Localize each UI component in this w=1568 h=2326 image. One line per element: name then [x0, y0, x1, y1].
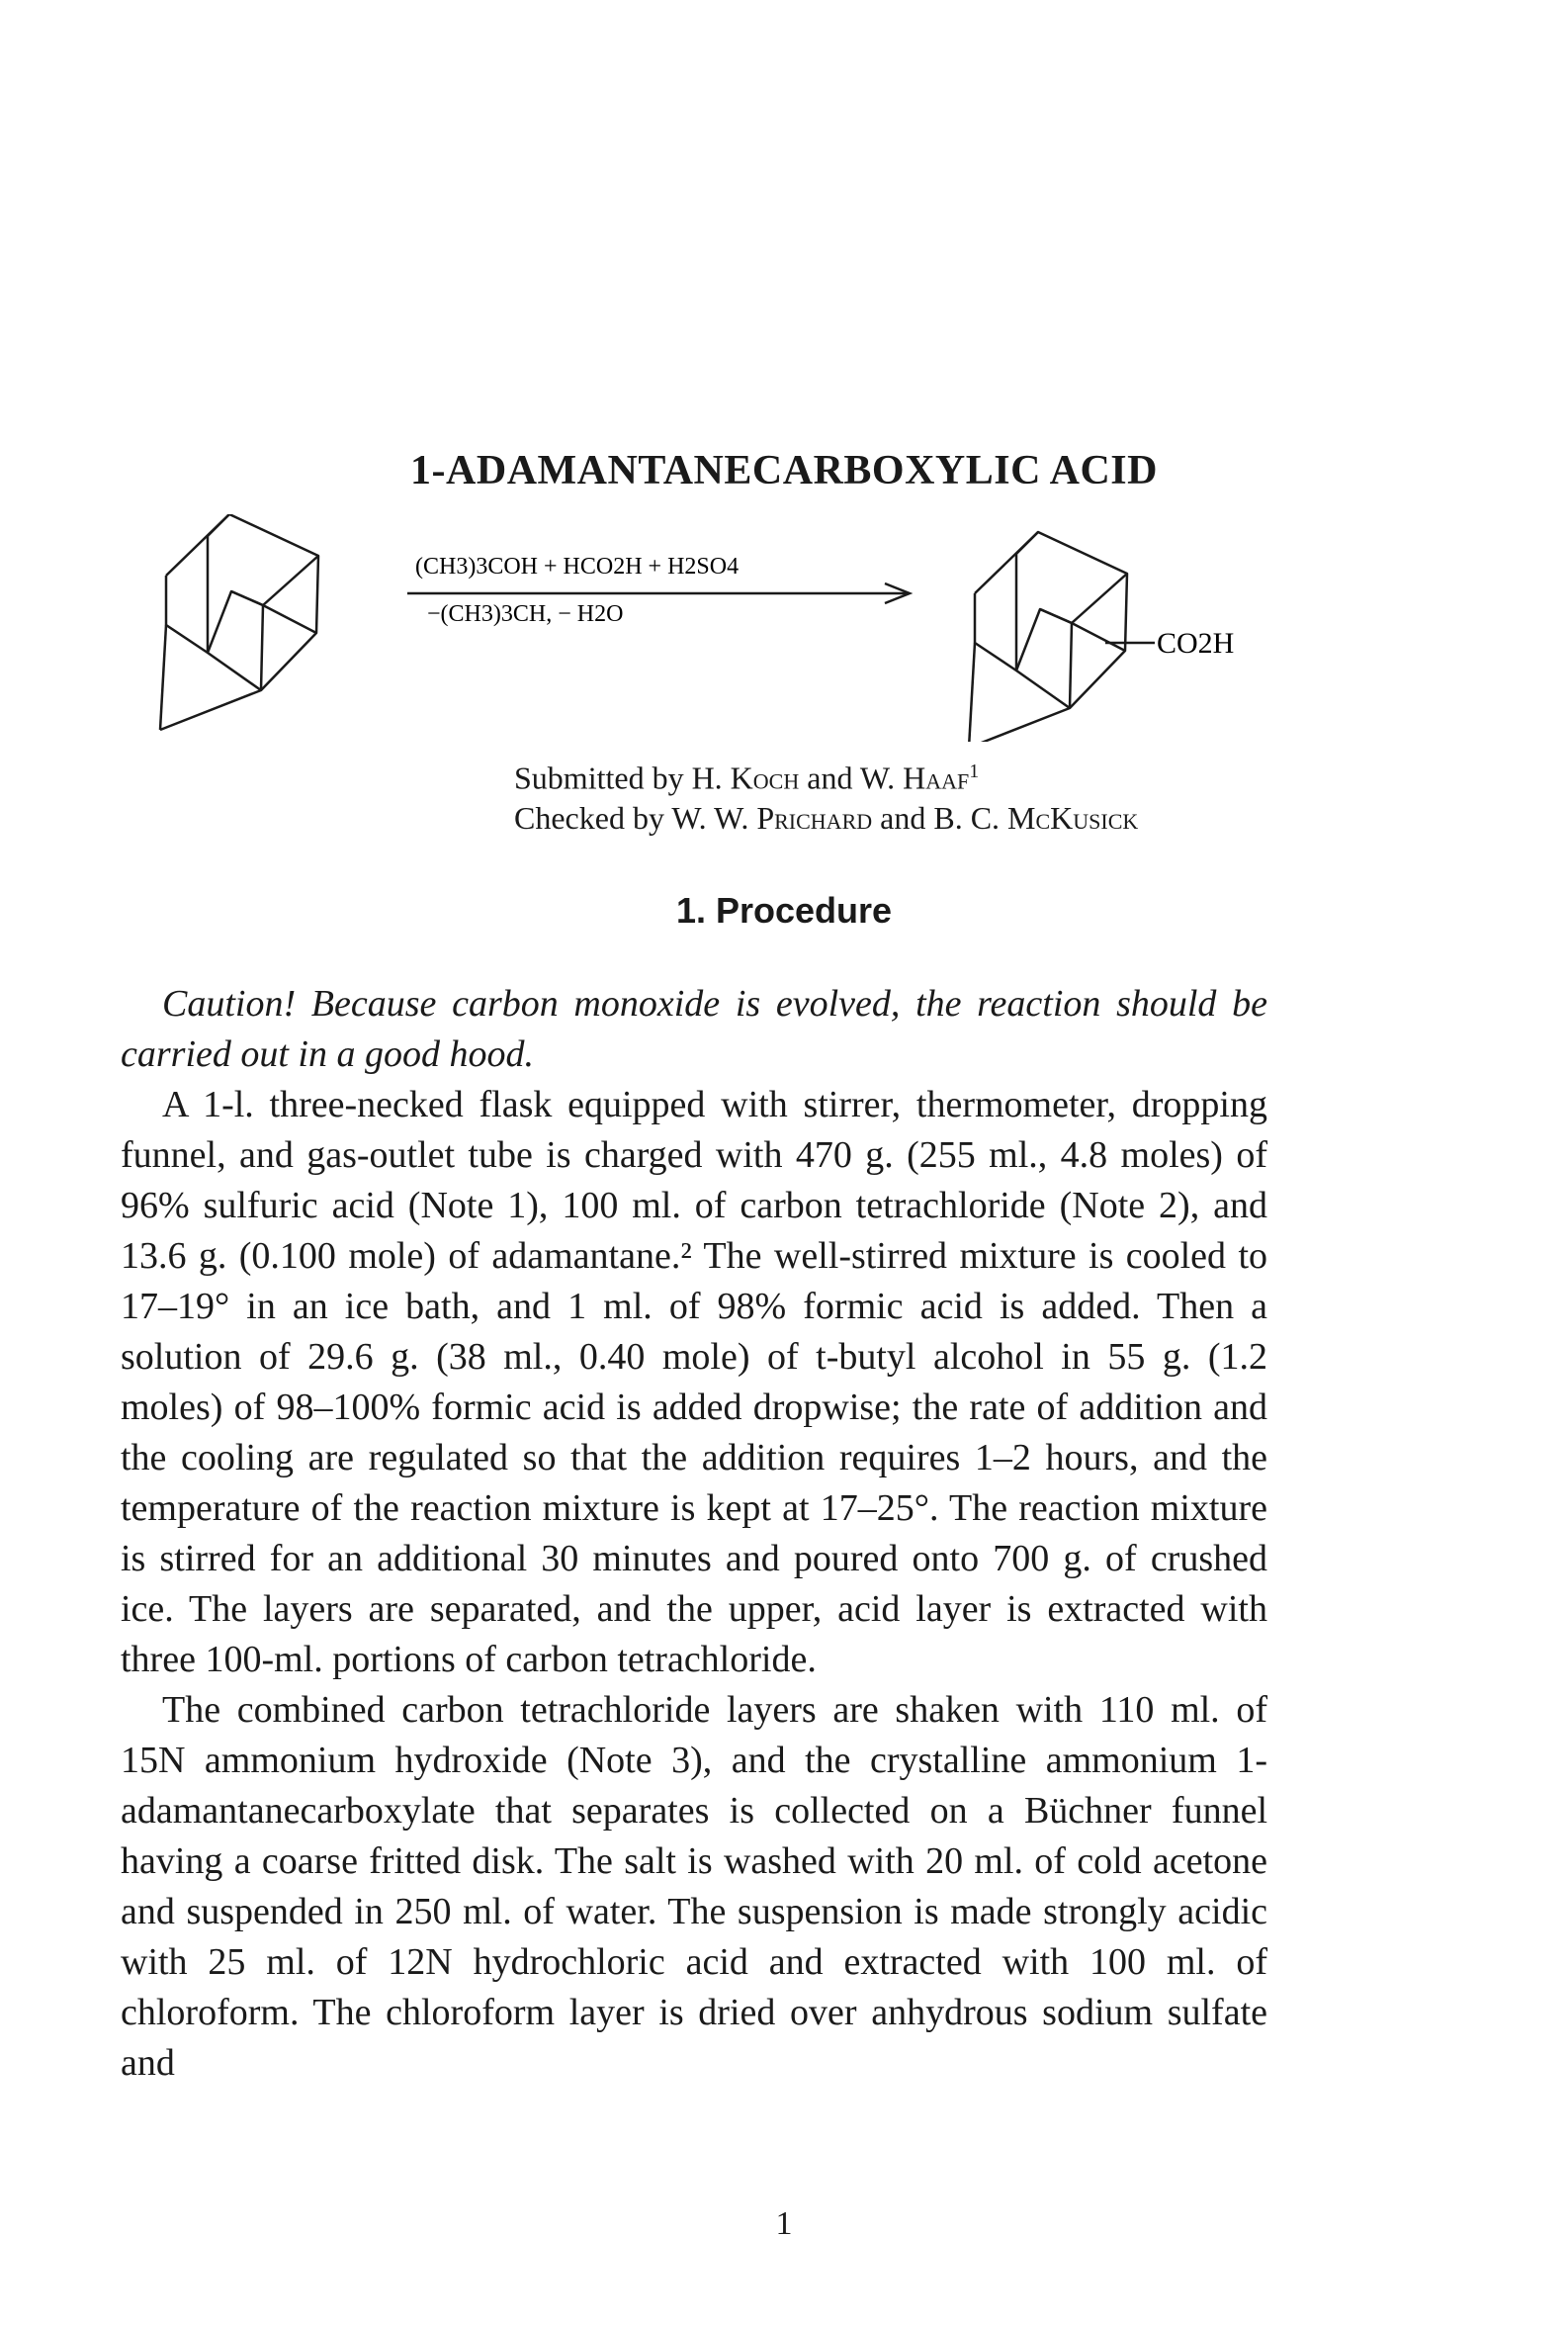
checker-1: Prichard [756, 799, 873, 836]
submitter-1: Koch [730, 760, 800, 796]
procedure-paragraph-1: A 1-l. three-necked flask equipped with stirrer, thermometer, dropping funnel, and gas-outlet tube is charged with 470 g. (255 ml., 4.8 moles) of 96% sulfuric acid (Note 1), 100 ml. of carbon tetrachloride (Note 2), and 13.6 g. (0.100 mole) of adamantane.² The well-stirred mixture is cooled to 17–19° in an ice bath, and 1 ml. of 98% formic acid is added. Then a solution of 29.6 g. (38 ml., 0.40 mole) of t-butyl alcohol in 55 g. (1.2 moles) of 98–100% formic acid is added dropwise; the rate of addition and the cooling are regulated so that the addition requires 1–2 hours, and the temperature of the reaction mixture is kept at 17–25°. The reaction mixture is stirred for an additional 30 minutes and poured onto 700 g. of crushed ice. The layers are separated, and the upper, acid layer is extracted with three 100-ml. portions of carbon tetrachloride. [121, 1084, 1267, 1680]
page-title: 1-ADAMANTANECARBOXYLIC ACID [410, 448, 1158, 493]
checker-2: McKusick [1007, 799, 1139, 836]
checked-prefix: Checked by W. W. [514, 799, 757, 836]
footnote-ref-1: 1 [969, 760, 980, 782]
reaction-scheme-svg [148, 514, 1285, 742]
reaction-scheme [148, 514, 1285, 742]
page-number: 1 [775, 2205, 793, 2242]
adamantanecarboxylic-acid-structure [969, 532, 1155, 742]
submitted-prefix: Submitted by H. [514, 760, 731, 796]
reagents-above: (CH3)3COH + HCO2H + H2SO4 [415, 554, 740, 580]
reaction-arrow [407, 583, 910, 603]
reagents-below: −(CH3)3CH, − H2O [427, 601, 624, 627]
checked-mid: and B. C. [872, 799, 1008, 836]
submitted-by-line [514, 752, 1138, 798]
checked-by-line [514, 798, 1138, 838]
carboxyl-group-label: CO2H [1157, 627, 1235, 660]
procedure-body [121, 979, 1267, 2089]
submitter-2: Haaf [903, 760, 970, 796]
caution-paragraph: Caution! Because carbon monoxide is evolved, the reaction should be carried out in a good hood. [121, 983, 1267, 1075]
attribution-block [514, 752, 1138, 838]
section-heading-procedure: 1. Procedure [675, 890, 893, 931]
adamantane-structure [160, 514, 318, 730]
submitted-mid: and W. [799, 760, 904, 796]
procedure-paragraph-2: The combined carbon tetrachloride layers are shaken with 110 ml. of 15N ammonium hydroxide (Note 3), and the crystalline ammonium 1-adamantanecarboxylate that separates is collected on a Büchner funnel having a coarse fritted disk. The salt is washed with 20 ml. of cold acetone and suspended in 250 ml. of water. The suspension is made strongly acidic with 25 ml. of 12N hydrochloric acid and extracted with 100 ml. of chloroform. The chloroform layer is dried over anhydrous sodium sulfate and [121, 1689, 1267, 2084]
